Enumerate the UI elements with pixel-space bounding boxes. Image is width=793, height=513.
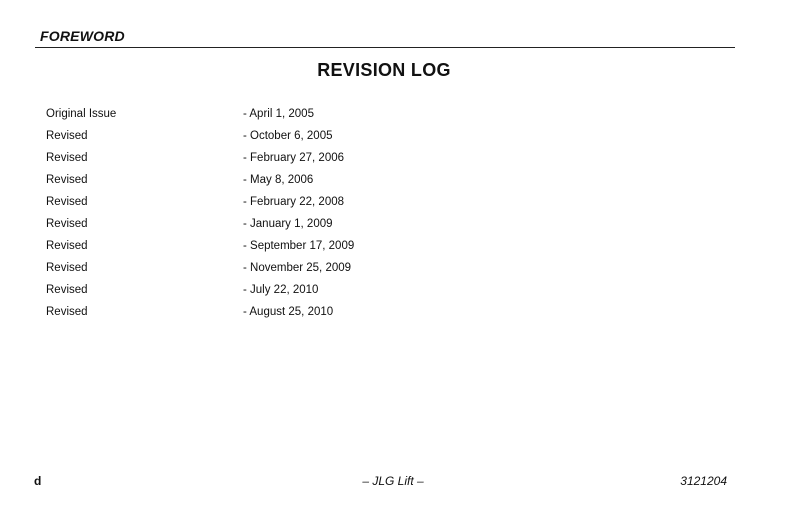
section-header: FOREWORD xyxy=(40,28,125,44)
revision-row xyxy=(46,282,446,304)
revision-date: - August 25, 2010 xyxy=(243,306,334,318)
footer-brand: – JLG Lift – xyxy=(362,474,424,488)
revision-label: Revised xyxy=(46,130,88,142)
revision-label: Revised xyxy=(46,306,88,318)
revision-label: Revised xyxy=(46,218,88,230)
revision-row xyxy=(46,194,446,216)
revision-row xyxy=(46,128,446,150)
revision-date: - October 6, 2005 xyxy=(243,130,333,142)
revision-date: - November 25, 2009 xyxy=(243,262,352,274)
revision-row xyxy=(46,106,446,128)
revision-label: Revised xyxy=(46,196,88,208)
revision-date: - April 1, 2005 xyxy=(243,108,314,120)
page-title: REVISION LOG xyxy=(317,60,451,80)
revision-date: - January 1, 2009 xyxy=(243,218,333,230)
revision-label: Revised xyxy=(46,240,88,252)
revision-label: Revised xyxy=(46,152,88,164)
header-divider xyxy=(35,47,735,48)
revision-date: - February 27, 2006 xyxy=(243,152,345,164)
revision-row xyxy=(46,260,446,282)
revision-date: - September 17, 2009 xyxy=(243,240,355,252)
revision-row xyxy=(46,150,446,172)
footer-document-number: 3121204 xyxy=(680,474,727,488)
revision-date: - May 8, 2006 xyxy=(243,174,314,186)
footer-page-number: d xyxy=(34,474,42,488)
revision-log-table xyxy=(46,106,446,326)
revision-date: - July 22, 2010 xyxy=(243,284,319,296)
revision-label: Revised xyxy=(46,284,88,296)
revision-row xyxy=(46,304,446,326)
revision-label: Original Issue xyxy=(46,108,117,120)
revision-date: - February 22, 2008 xyxy=(243,196,345,208)
revision-label: Revised xyxy=(46,174,88,186)
revision-label: Revised xyxy=(46,262,88,274)
revision-row xyxy=(46,216,446,238)
revision-row xyxy=(46,172,446,194)
revision-row xyxy=(46,238,446,260)
